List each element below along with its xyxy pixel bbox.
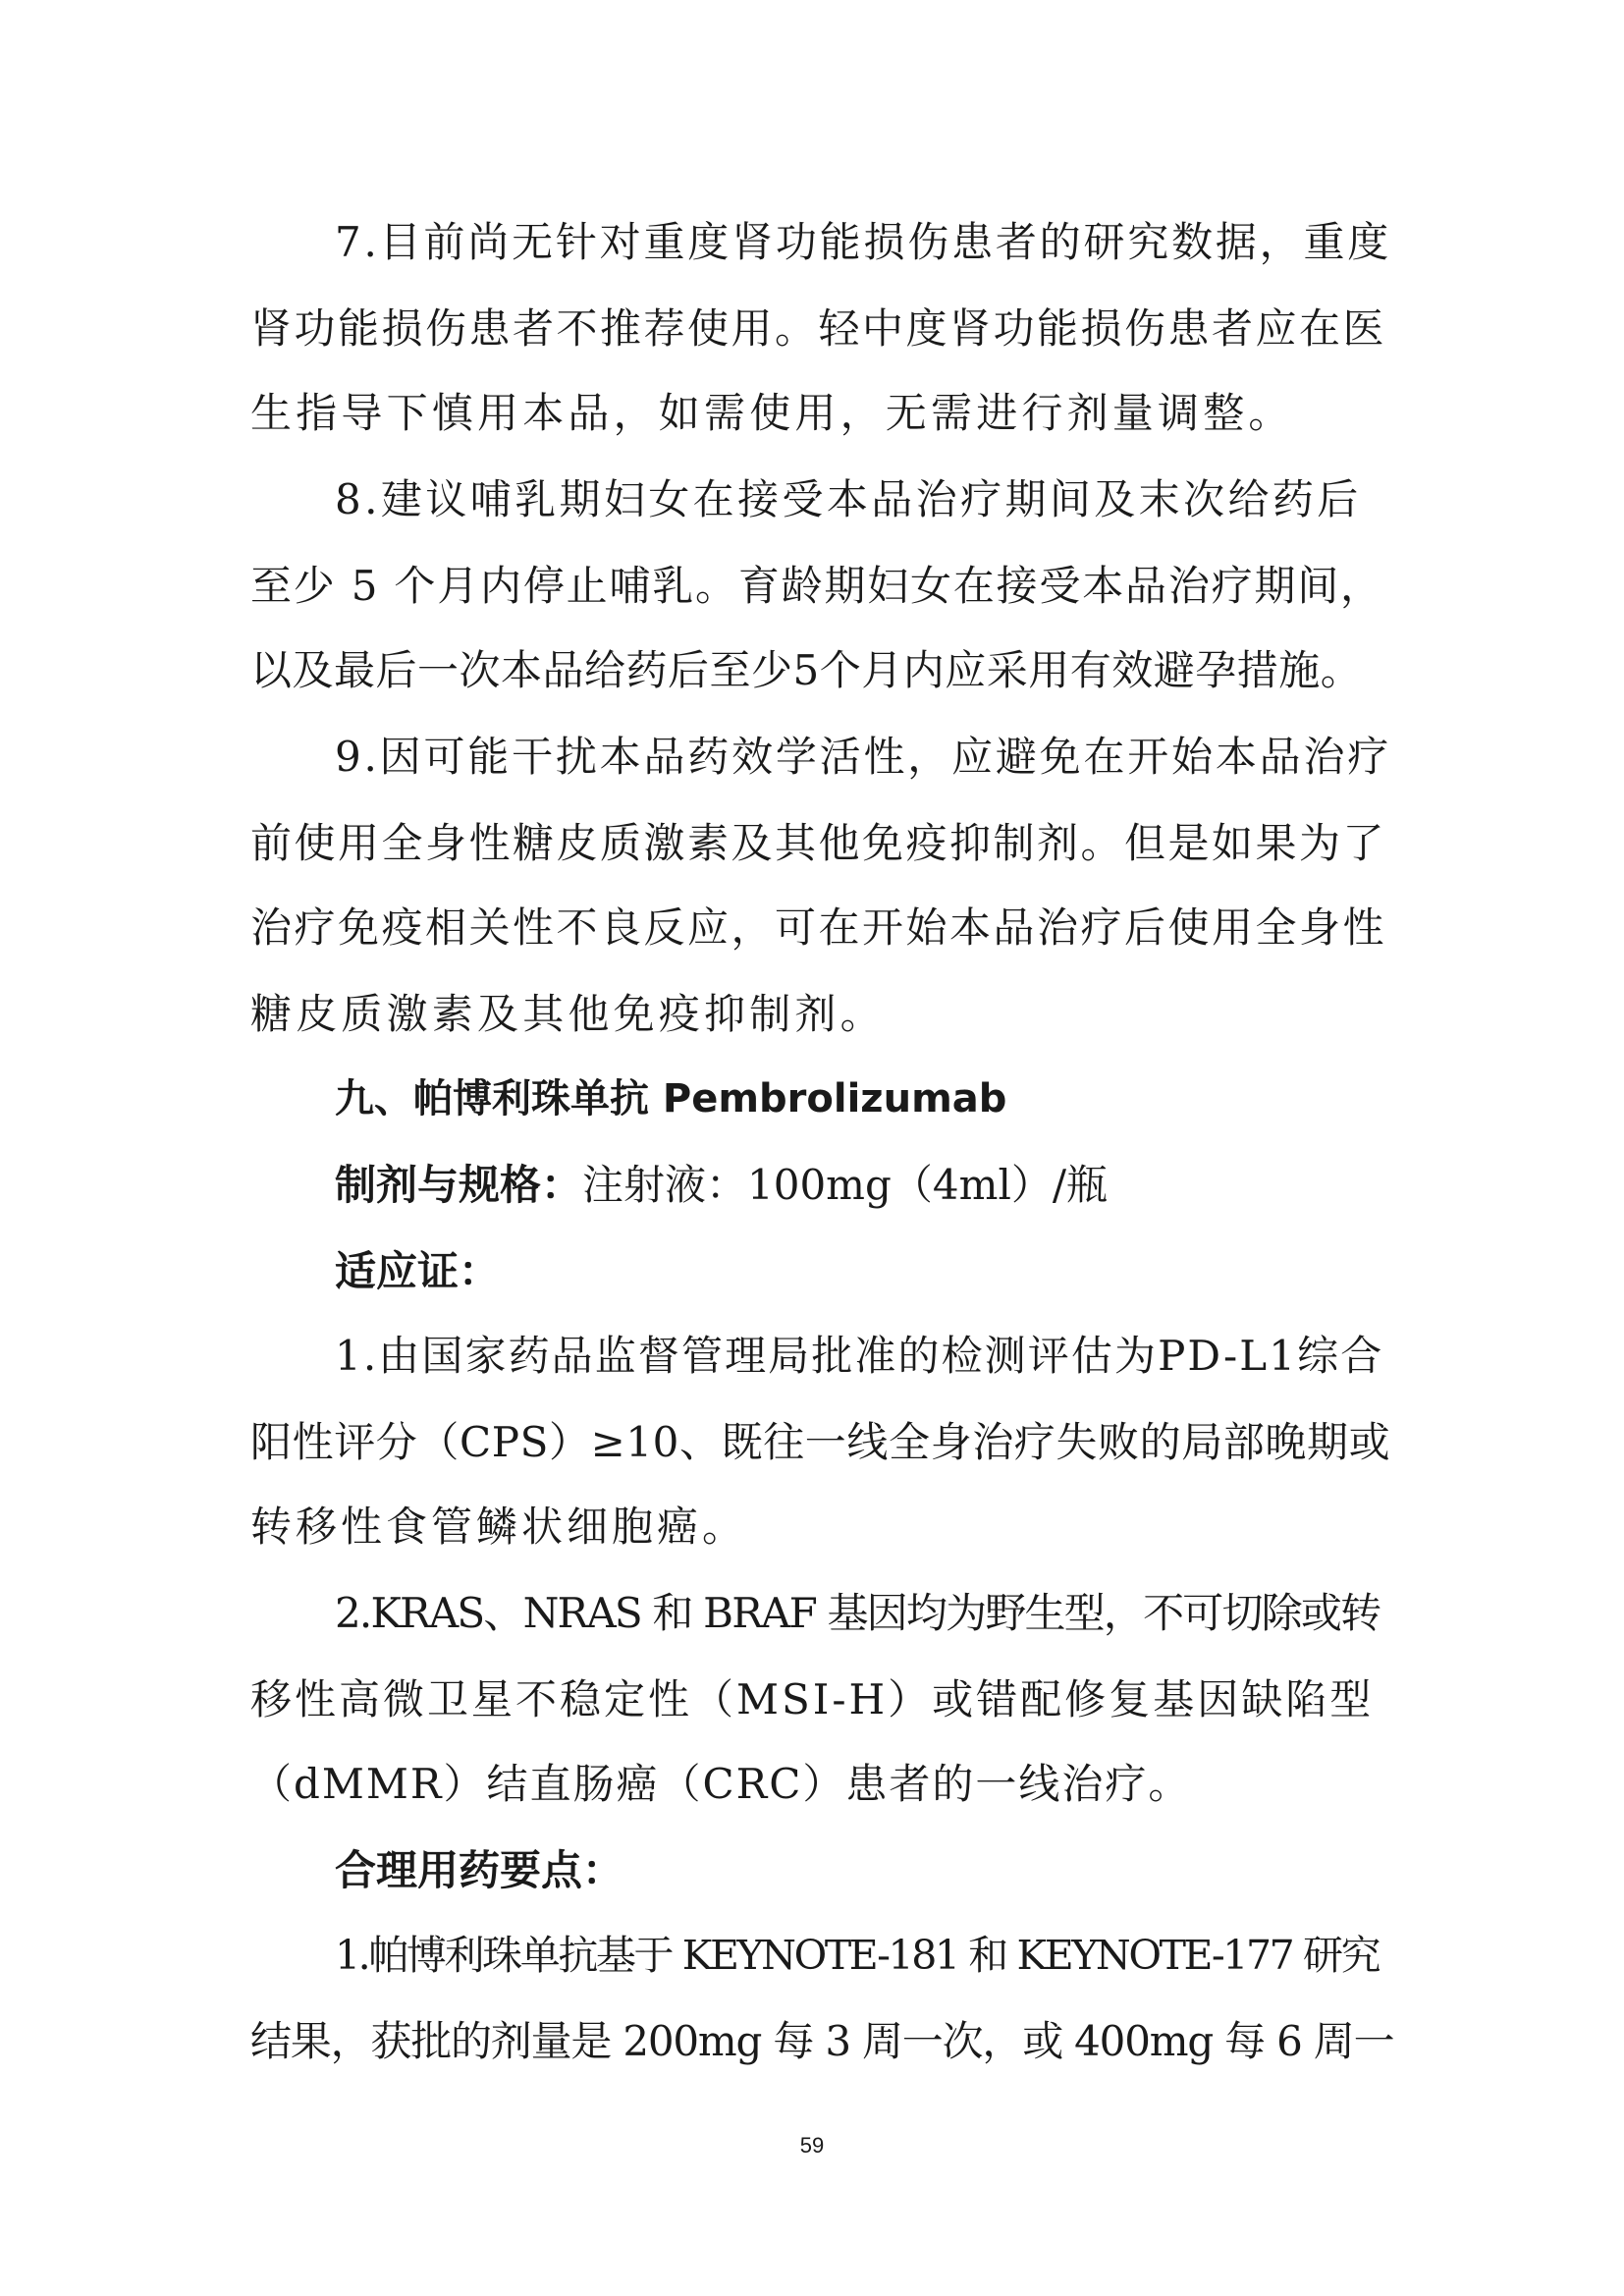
body-line: 结果，获批的剂量是 200mg 每 3 周一次，或 400mg 每 6 周一	[250, 2017, 1394, 2065]
body-line: 移性高微卫星不稳定性（MSI-H）或错配修复基因缺陷型	[250, 1675, 1375, 1723]
body-line: 7.目前尚无针对重度肾功能损伤患者的研究数据，重度	[335, 218, 1392, 266]
formulation-line	[335, 1161, 1108, 1210]
body-line: 9.因可能干扰本品药效学活性，应避免在开始本品治疗	[335, 733, 1392, 781]
body-line: 1.由国家药品监督管理局批准的检测评估为PD-L1综合	[335, 1332, 1384, 1380]
page-number: 59	[799, 2133, 825, 2158]
body-line: （dMMR）结直肠癌（CRC）患者的一线治疗。	[250, 1760, 1192, 1808]
key-points-heading: 合理用药要点：	[335, 1846, 624, 1894]
formulation-value: 注射液：100mg（4ml）/瓶	[582, 1161, 1109, 1209]
body-line: 以及最后一次本品给药后至少5个月内应采用有效避孕措施。	[250, 646, 1363, 694]
body-line: 生指导下慎用本品，如需使用，无需进行剂量调整。	[250, 389, 1294, 437]
body-line: 至少 5 个月内停止哺乳。育龄期妇女在接受本品治疗期间，	[250, 562, 1383, 610]
body-line: 前使用全身性糖皮质激素及其他免疫抑制剂。但是如果为了	[250, 819, 1387, 867]
body-line: 1.帕博利珠单抗基于 KEYNOTE-181 和 KEYNOTE-177 研究	[335, 1932, 1380, 1979]
body-line: 转移性食管鳞状细胞癌。	[250, 1503, 748, 1551]
body-line: 治疗免疫相关性不良反应，可在开始本品治疗后使用全身性	[250, 903, 1387, 952]
body-line: 2.KRAS、NRAS 和 BRAF 基因均为野生型，不可切除或转	[335, 1589, 1380, 1637]
formulation-label: 制剂与规格：	[335, 1161, 583, 1209]
indications-heading: 适应证：	[335, 1247, 501, 1295]
drug-section-heading: 九、帕博利珠单抗 Pembrolizumab	[335, 1076, 1007, 1121]
body-line: 8.建议哺乳期妇女在接受本品治疗期间及末次给药后	[335, 475, 1362, 523]
body-line: 糖皮质激素及其他免疫抑制剂。	[250, 990, 886, 1038]
body-line: 肾功能损伤患者不推荐使用。轻中度肾功能损伤患者应在医	[250, 304, 1387, 353]
body-line: 阳性评分（CPS）≥10、既往一线全身治疗失败的局部晚期或	[250, 1418, 1391, 1466]
